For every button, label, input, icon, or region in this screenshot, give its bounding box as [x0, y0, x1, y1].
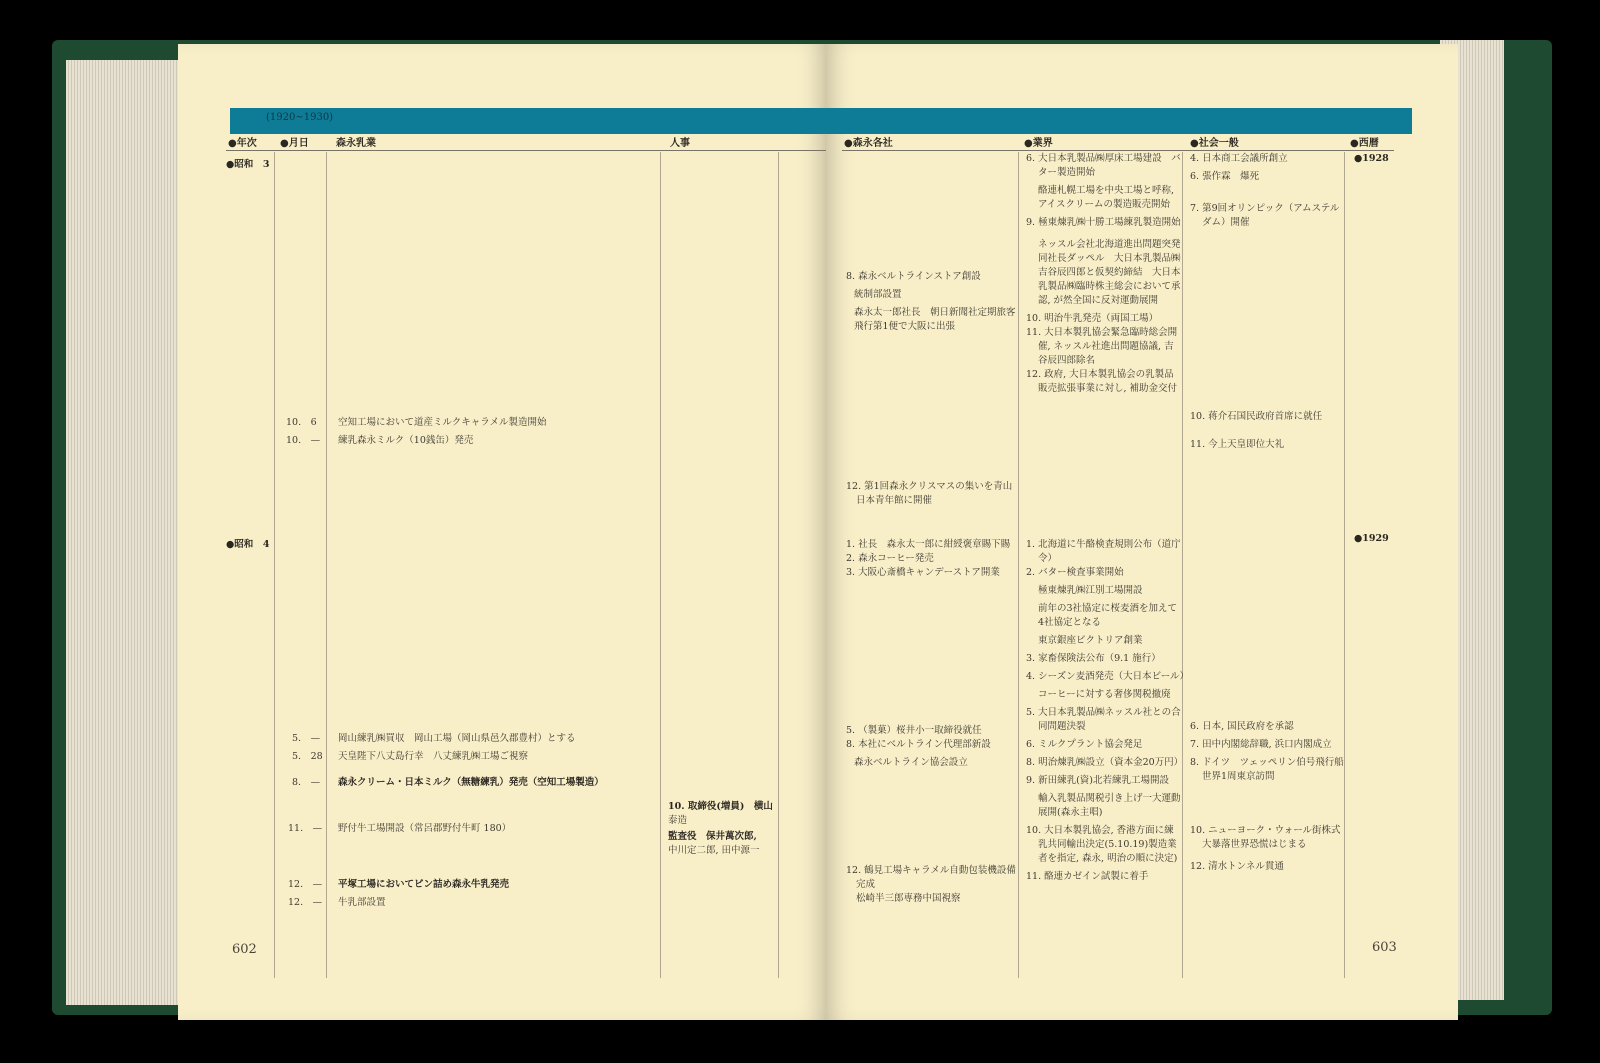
gyokai-entry: ター製造開始 [1038, 167, 1096, 178]
kakusha-entry: 12. 第1回森永クリスマスの集いを青山 [846, 481, 1013, 492]
gyokai-entry: 同社長ダッペル 大日本乳製品㈱ [1038, 253, 1181, 264]
gyokai-entry: 展開(森永主唱) [1038, 807, 1103, 818]
right-page [826, 44, 1458, 1020]
kakusha-entry: 8. 本社にベルトライン代理部新設 [846, 739, 991, 750]
gyokai-entry: アイスクリームの製造販売開始 [1038, 199, 1171, 210]
page-number-right: 603 [1372, 940, 1397, 955]
gyokai-entry: 11. 大日本製乳協会緊急臨時総会開 [1026, 327, 1178, 338]
kakusha-entry: 1. 社長 森永太一郎に紺綬褒章賜下賜 [846, 539, 1011, 550]
col-morinaga-nyugyo: 森永乳業 [336, 138, 376, 149]
gyokai-entry: 前年の3社協定に桜麦酒を加えて [1038, 603, 1178, 614]
shakai-entry: 6. 日本, 国民政府を承認 [1190, 721, 1294, 732]
gyokai-entry: 8. 明治煉乳㈱設立（資本金20万円） [1026, 757, 1184, 768]
left-page [178, 44, 826, 1020]
gyokai-entry: 6. 大日本乳製品㈱厚床工場建設 バ [1026, 153, 1181, 164]
gyokai-entry: 吉谷辰四郎と仮契約締結 大日本 [1038, 267, 1181, 278]
column-header-right [842, 132, 1394, 151]
kakusha-entry: 2. 森永コーヒー発売 [846, 553, 934, 564]
shakai-entry: 8. ドイツ ツェッペリン伯号飛行船 [1190, 757, 1344, 768]
shakai-entry: 7. 田中内閣総辞職, 浜口内閣成立 [1190, 739, 1332, 750]
year-label: ●昭和 4 [226, 539, 270, 550]
col-gyokai: ●業界 [1024, 138, 1053, 149]
event-text: 練乳森永ミルク（10銭缶）発売 [338, 435, 474, 446]
shakai-entry: 大暴落世界恐慌はじまる [1202, 839, 1307, 850]
col-gappi: ●月日 [280, 138, 309, 149]
gyokai-entry: 4. シーズン麦酒発売（大日本ビール） [1026, 671, 1190, 682]
gyokai-entry: 乳製品㈱臨時株主総会において承 [1038, 281, 1181, 292]
gyokai-entry: 9. 極東煉乳㈱十勝工場練乳製造開始 [1026, 217, 1181, 228]
event-text: 野付牛工場開設（常呂郡野付牛町 180） [338, 823, 512, 834]
gyokai-entry: 催, ネッスル社進出問題協議, 吉 [1038, 341, 1174, 352]
event-date: 11. — [288, 823, 323, 834]
event-text: 森永クリーム・日本ミルク（無糖練乳）発売（空知工場製造） [338, 777, 604, 788]
gyokai-entry: 4社協定となる [1038, 617, 1102, 628]
gyokai-entry: 1. 北海道に牛酪検査規則公布（道庁 [1026, 539, 1181, 550]
shakai-entry: ダム）開催 [1202, 217, 1250, 228]
gyokai-entry: 谷辰四郎除名 [1038, 355, 1096, 366]
gyokai-entry: 9. 新田練乳(資)北若練乳工場開設 [1026, 775, 1169, 786]
event-text: 平塚工場においてビン詰め森永牛乳発売 [338, 879, 510, 890]
gyokai-entry: 2. バター検査事業開始 [1026, 567, 1124, 578]
kakusha-entry: 日本青年館に開催 [856, 495, 933, 506]
shakai-entry: 10. 蒋介石国民政府首席に就任 [1190, 411, 1323, 422]
header-band-left [230, 108, 826, 134]
gyokai-entry: 乳共同輸出決定(5.10.19)製造業 [1038, 839, 1177, 850]
gyokai-entry: 者を指定, 森永, 明治の順に決定) [1038, 853, 1178, 864]
kakusha-entry: 12. 鶴見工場キャラメル自動包装機設備 [846, 865, 1016, 876]
event-date: 8. — [292, 777, 321, 788]
divider [274, 152, 275, 978]
gyokai-entry: ネッスル会社北海道進出問題突発 [1038, 239, 1181, 250]
shakai-entry: 12. 清水トンネル貫通 [1190, 861, 1284, 872]
kakusha-entry: 飛行第1便で大阪に出張 [854, 321, 956, 332]
gyokai-entry: 輸入乳製品関税引き上げ一大運動 [1038, 793, 1181, 804]
gyokai-entry: 3. 家畜保険法公布（9.1 施行） [1026, 653, 1161, 664]
gyokai-entry: 極東煉乳㈱江別工場開設 [1038, 585, 1143, 596]
shakai-entry: 10. ニューヨーク・ウォール街株式 [1190, 825, 1341, 836]
shakai-entry: 世界1周東京訪問 [1202, 771, 1275, 782]
jinji-entry: 泰造 [668, 815, 688, 826]
gyokai-entry: コーヒーに対する奢侈関税撤廃 [1038, 689, 1171, 700]
gyokai-entry: 令） [1038, 553, 1058, 564]
event-date: 10. — [286, 435, 321, 446]
event-date: 12. — [288, 879, 323, 890]
kakusha-entry: 森永ベルトライン協会設立 [854, 757, 968, 768]
event-date: 5. — [292, 733, 321, 744]
event-text: 牛乳部設置 [338, 897, 386, 908]
gyokai-entry: 認, が然全国に反対運動展開 [1038, 295, 1159, 306]
event-date: 12. — [288, 897, 323, 908]
col-nenji: ●年次 [228, 138, 257, 149]
divider [1182, 152, 1183, 978]
shakai-entry: 11. 今上天皇即位大礼 [1190, 439, 1285, 450]
page-number-left: 602 [232, 942, 257, 957]
page-edges-left [66, 60, 184, 1005]
gyokai-entry: 12. 政府, 大日本製乳協会の乳製品 [1026, 369, 1174, 380]
jinji-entry: 監査役 保井萬次郎, [668, 831, 757, 842]
shakai-entry: 6. 張作霖 爆死 [1190, 171, 1260, 182]
col-seireki: ●西暦 [1350, 138, 1379, 149]
jinji-entry: 10. 取締役(増員) 横山 [668, 801, 773, 812]
year-label: ●昭和 3 [226, 159, 270, 170]
kakusha-entry: 8. 森永ベルトラインストア創設 [846, 271, 981, 282]
event-date: 5. 28 [292, 751, 323, 762]
year-range-label: (1920~1930) [266, 112, 334, 123]
col-shakai: ●社会一般 [1190, 138, 1239, 149]
gyokai-entry: 11. 酪連カゼイン試製に着手 [1026, 871, 1149, 882]
col-jinji: 人事 [670, 138, 690, 149]
kakusha-entry: 完成 [856, 879, 876, 890]
shakai-entry: 4. 日本商工会議所創立 [1190, 153, 1288, 164]
shakai-entry: 7. 第9回オリンピック（アムステル [1190, 203, 1340, 214]
kakusha-entry: 3. 大阪心斎橋キャンデーストア開業 [846, 567, 1000, 578]
divider [326, 152, 327, 978]
gyokai-entry: 酪連札幌工場を中央工場と呼称, [1038, 185, 1175, 196]
gyokai-entry: 10. 大日本製乳協会, 香港方面に練 [1026, 825, 1174, 836]
seireki-label: ●1929 [1354, 533, 1389, 544]
header-band-right [826, 108, 1412, 134]
col-morinaga-kakusha: ●森永各社 [844, 138, 893, 149]
divider [1018, 152, 1019, 978]
event-text: 天皇陛下八丈島行幸 八丈練乳㈱工場ご視察 [338, 751, 529, 762]
divider [660, 152, 661, 978]
gyokai-entry: 5. 大日本乳製品㈱ネッスル社との合 [1026, 707, 1181, 718]
seireki-label: ●1928 [1354, 153, 1389, 164]
jinji-entry: 中川定二郎, 田中源一 [668, 845, 760, 856]
kakusha-entry: 松崎半三郎専務中国視察 [856, 893, 961, 904]
gyokai-entry: 6. ミルクプラント協会発足 [1026, 739, 1143, 750]
event-date: 10. 6 [286, 417, 317, 428]
kakusha-entry: 5. （製菓）桜井小一取締役就任 [846, 725, 982, 736]
event-text: 空知工場において道産ミルクキャラメル製造開始 [338, 417, 547, 428]
gyokai-entry: 10. 明治牛乳発売（両国工場） [1026, 313, 1159, 324]
kakusha-entry: 森永太一郎社長 朝日新聞社定期旅客 [854, 307, 1016, 318]
divider [1344, 152, 1345, 978]
gyokai-entry: 東京銀座ビクトリア創業 [1038, 635, 1143, 646]
gyokai-entry: 販売拡張事業に対し, 補助金交付 [1038, 383, 1178, 394]
kakusha-entry: 統制部設置 [854, 289, 902, 300]
gyokai-entry: 同問題決裂 [1038, 721, 1086, 732]
divider [778, 152, 779, 978]
column-header-left [226, 132, 826, 151]
event-text: 岡山練乳㈱買収 岡山工場（岡山県邑久郡豊村）とする [338, 733, 576, 744]
